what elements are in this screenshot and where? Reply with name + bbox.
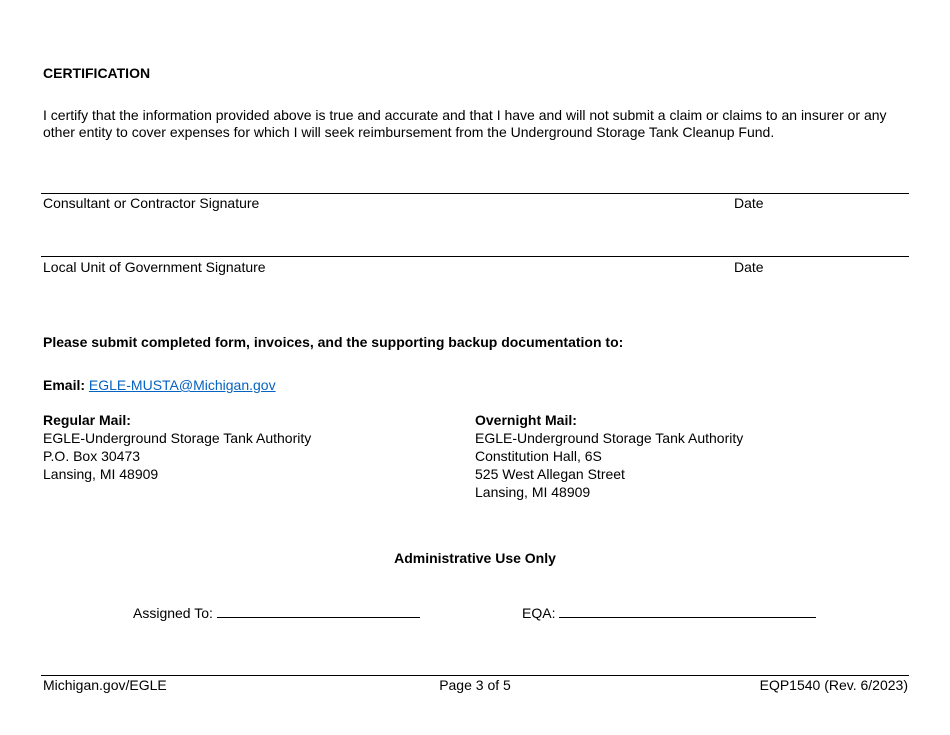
regular-mail-line: EGLE-Underground Storage Tank Authority: [43, 430, 312, 446]
consultant-date-label: Date: [734, 195, 764, 211]
consultant-signature-label: Consultant or Contractor Signature: [43, 195, 260, 211]
regular-mail-line: Lansing, MI 48909: [43, 466, 159, 482]
email-label: Email:: [43, 377, 86, 393]
email-row: [43, 377, 276, 393]
admin-heading: Administrative Use Only: [394, 550, 556, 566]
regular-mail-heading: Regular Mail:: [43, 412, 131, 428]
certification-statement: I certify that the information provided above is true and accurate and that I have and will not submit a claim or claims to an insurer or any other entity to cover expenses for which I will seek reimbursement from the Underground Storage Tank Cleanup Fund.: [43, 107, 887, 140]
footer-website: Michigan.gov/EGLE: [43, 677, 167, 693]
assigned-to-label: Assigned To:: [133, 605, 213, 621]
submission-instruction: Please submit completed form, invoices, and the supporting backup documentation to:: [43, 334, 624, 350]
overnight-mail-line: Constitution Hall, 6S: [475, 448, 602, 464]
consultant-signature-line[interactable]: [41, 193, 909, 194]
footer-divider: [41, 675, 909, 676]
assigned-to-row: [133, 604, 420, 621]
overnight-mail-line: Lansing, MI 48909: [475, 484, 591, 500]
overnight-mail-line: EGLE-Underground Storage Tank Authority: [475, 430, 744, 446]
government-signature-line[interactable]: [41, 256, 909, 257]
footer-page-number: Page 3 of 5: [439, 677, 511, 693]
overnight-mail-line: 525 West Allegan Street: [475, 466, 625, 482]
certification-heading: CERTIFICATION: [43, 65, 151, 81]
eqa-label: EQA:: [522, 605, 556, 621]
eqa-row: [522, 604, 816, 621]
assigned-to-field[interactable]: [217, 604, 420, 618]
footer-form-number: EQP1540 (Rev. 6/2023): [759, 677, 908, 693]
overnight-mail-block: [475, 411, 743, 501]
eqa-field[interactable]: [559, 604, 816, 618]
regular-mail-block: [43, 411, 311, 483]
government-date-label: Date: [734, 259, 764, 275]
email-link[interactable]: EGLE-MUSTA@Michigan.gov: [88, 377, 276, 393]
regular-mail-line: P.O. Box 30473: [43, 448, 141, 464]
government-signature-label: Local Unit of Government Signature: [43, 259, 266, 275]
overnight-mail-heading: Overnight Mail:: [475, 412, 577, 428]
